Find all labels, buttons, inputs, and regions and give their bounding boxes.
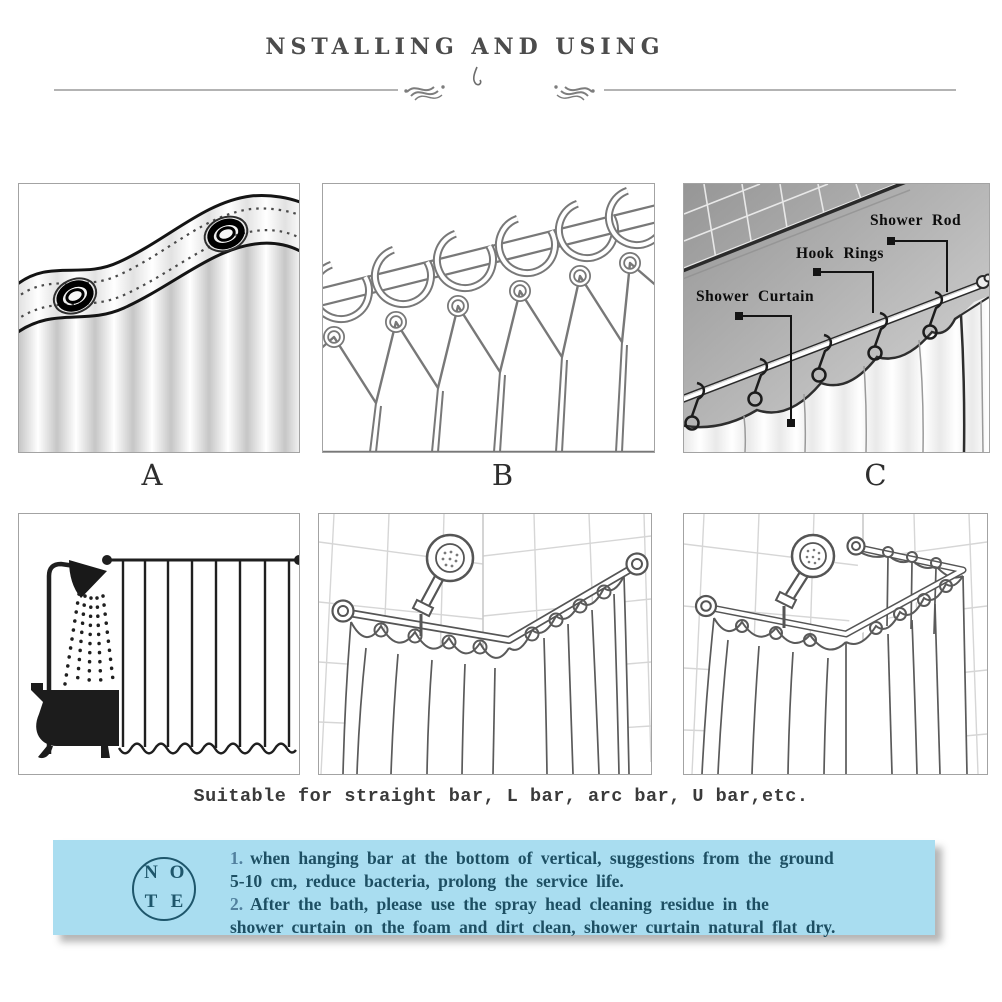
panel-u-bar-scene (683, 513, 988, 775)
divider-swirl-right-icon (551, 78, 597, 104)
label-shower-rod: Shower Rod (870, 212, 962, 229)
panel-b-hooks-closeup (322, 183, 655, 453)
panel-a-grommet-closeup (18, 183, 300, 453)
section-letter-a: A (141, 458, 163, 492)
u-bar-illustration (684, 514, 987, 774)
shower-head-icon (776, 535, 834, 628)
straight-bar-illustration (19, 514, 299, 774)
panel-c-labeled-parts (683, 183, 990, 453)
panel-straight-bar-scene (18, 513, 300, 775)
divider-line-right (604, 89, 956, 91)
section-letter-c: C (864, 458, 887, 492)
note-item-1: 1. when hanging bar at the bottom of vertical, suggestions from the ground 5-10 cm, reduce bacteria, prolong the service life. (230, 848, 834, 891)
section-letter-b: B (491, 458, 514, 492)
label-shower-curtain: Shower Curtain (696, 288, 815, 305)
page-title: NSTALLING AND USING (265, 34, 665, 60)
shower-head-icon (69, 560, 107, 598)
panel-l-bar-scene (318, 513, 652, 775)
suitability-caption: Suitable for straight bar, L bar, arc bar, U bar,etc. (193, 786, 809, 807)
label-hook-rings: Hook Rings (796, 245, 884, 262)
l-bar-illustration (319, 514, 651, 774)
hook-rings-illustration (323, 184, 654, 452)
shower-head-icon (413, 535, 473, 636)
divider-line-left (54, 89, 398, 91)
bathtub-icon (31, 683, 119, 746)
note-box (53, 840, 935, 935)
note-badge: N O T E (132, 857, 196, 921)
water-spray (65, 594, 113, 688)
grommet-illustration (19, 184, 299, 452)
title-flourish-ornament (468, 66, 486, 88)
note-item-2: 2. After the bath, please use the spray head cleaning residue in the shower curtain on the foam and dirt clean, shower curtain natural flat dry. (230, 894, 836, 937)
divider-swirl-left-icon (402, 78, 448, 104)
note-text (230, 847, 930, 939)
